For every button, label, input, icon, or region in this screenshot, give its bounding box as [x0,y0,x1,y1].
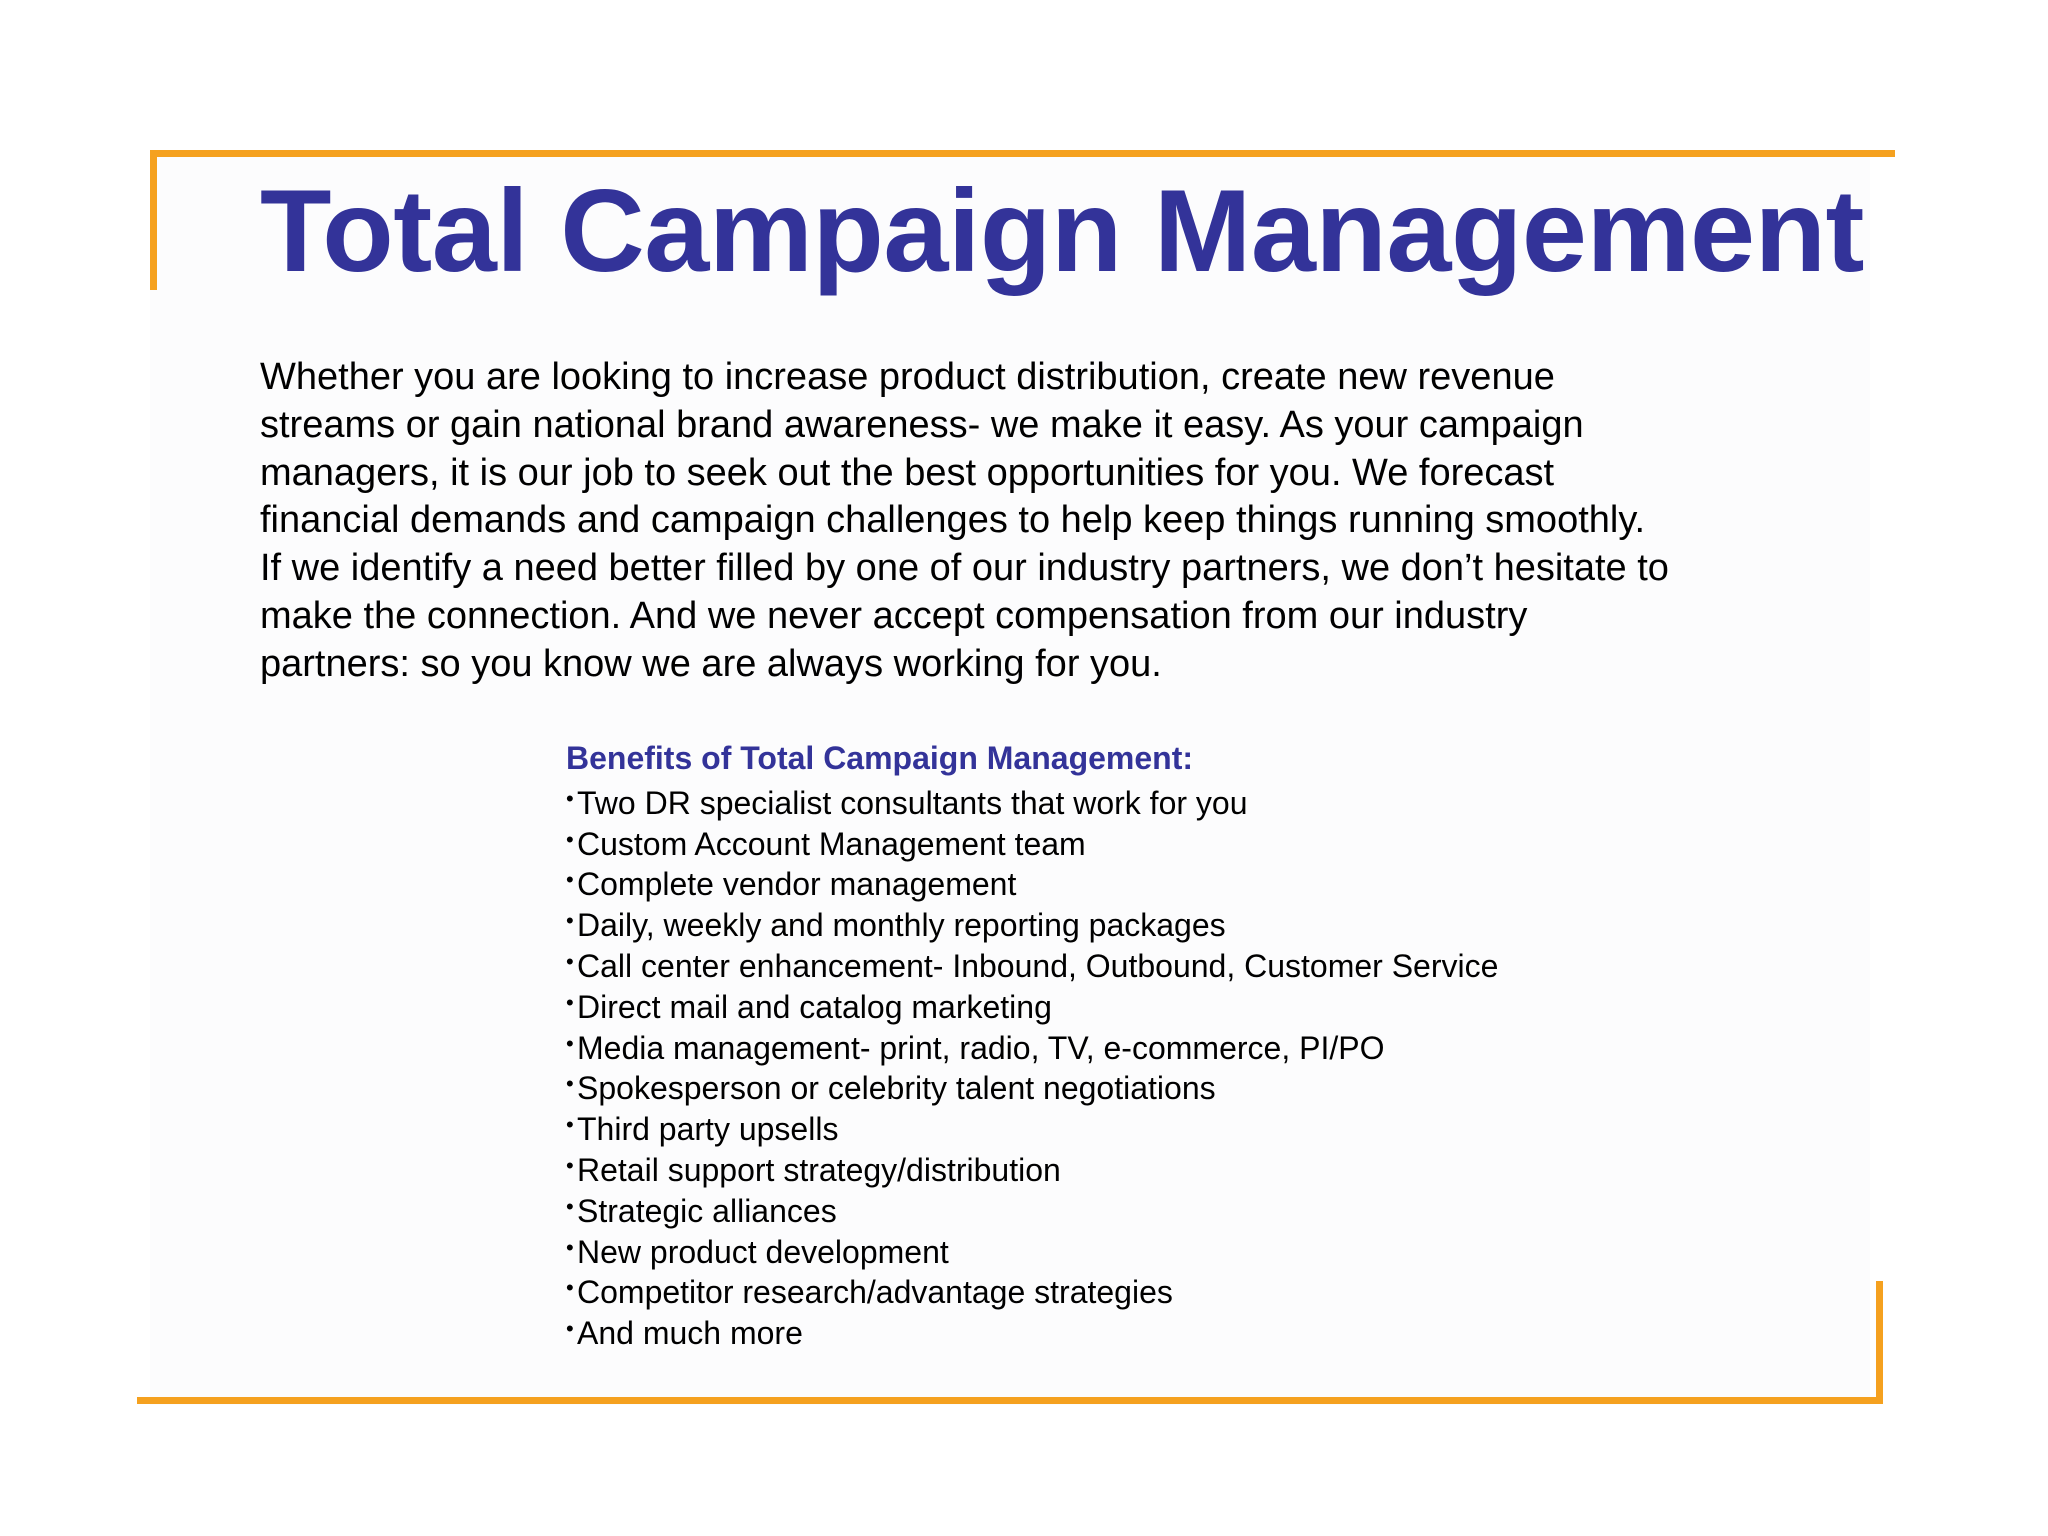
intro-paragraph [260,354,1820,689]
intro-line: partners: so you know we are always working for you. [260,642,1162,685]
list-item-label: Media management- print, radio, TV, e-commerce, PI/PO [577,1029,1385,1066]
bullet-icon: • [566,1193,574,1219]
bullet-icon: • [566,826,574,852]
list-item-label: New product development [577,1233,949,1270]
list-item [566,942,1766,983]
bullet-icon: • [566,1071,574,1097]
bullet-icon: • [566,867,574,893]
list-item-label: Retail support strategy/distribution [577,1151,1061,1188]
list-item-label: Third party upsells [577,1111,839,1148]
list-item-label: Strategic alliances [577,1192,837,1229]
benefits-section [566,738,1766,1350]
bullet-icon: • [566,989,574,1015]
frame-bottom-border [137,1397,1883,1404]
frame-top-border [150,150,1895,157]
list-item [566,1064,1766,1105]
list-item-label: Two DR specialist consultants that work for you [577,784,1248,821]
list-item [566,779,1766,820]
list-item [566,1105,1766,1146]
frame-left-border [150,150,157,290]
bullet-icon: • [566,1112,574,1138]
list-item-label: Complete vendor management [577,866,1017,903]
intro-line: make the connection. And we never accept compensation from our industry [260,594,1528,637]
bullet-icon: • [566,785,574,811]
list-item [566,901,1766,942]
benefits-heading: Benefits of Total Campaign Management: [566,740,1194,776]
bullet-icon: • [566,1030,574,1056]
list-item [566,1146,1766,1187]
intro-line: managers, it is our job to seek out the best opportunities for you. We forecast [260,451,1555,494]
intro-line: If we identify a need better filled by one of our industry partners, we don’t hesitate to [260,547,1669,590]
bullet-icon: • [566,1234,574,1260]
list-item [566,1268,1766,1309]
list-item [566,1187,1766,1228]
list-item [566,983,1766,1024]
bullet-icon: • [566,1152,574,1178]
bullet-icon: • [566,908,574,934]
list-item [566,1309,1766,1350]
list-item-label: Call center enhancement- Inbound, Outbound, Customer Service [577,947,1499,984]
list-item-label: Direct mail and catalog marketing [577,988,1052,1025]
list-item-label: Spokesperson or celebrity talent negotiations [577,1070,1216,1107]
list-item-label: And much more [577,1315,803,1352]
list-item [566,1024,1766,1065]
bullet-icon: • [566,948,574,974]
bullet-icon: • [566,1275,574,1301]
list-item-label: Competitor research/advantage strategies [577,1274,1173,1311]
benefits-list [566,779,1766,1350]
list-item [566,860,1766,901]
slide-title: Total Campaign Management [260,165,1865,296]
intro-line: streams or gain national brand awareness- we make it easy. As your campaign [260,403,1584,446]
frame-right-border [1876,1281,1883,1404]
list-item [566,1228,1766,1269]
list-item-label: Custom Account Management team [577,825,1086,862]
list-item-label: Daily, weekly and monthly reporting packages [577,907,1226,944]
intro-line: Whether you are looking to increase product distribution, create new revenue [260,356,1555,398]
list-item [566,820,1766,861]
bullet-icon: • [566,1316,574,1342]
intro-line: financial demands and campaign challenges to help keep things running smoothly. [260,499,1646,542]
